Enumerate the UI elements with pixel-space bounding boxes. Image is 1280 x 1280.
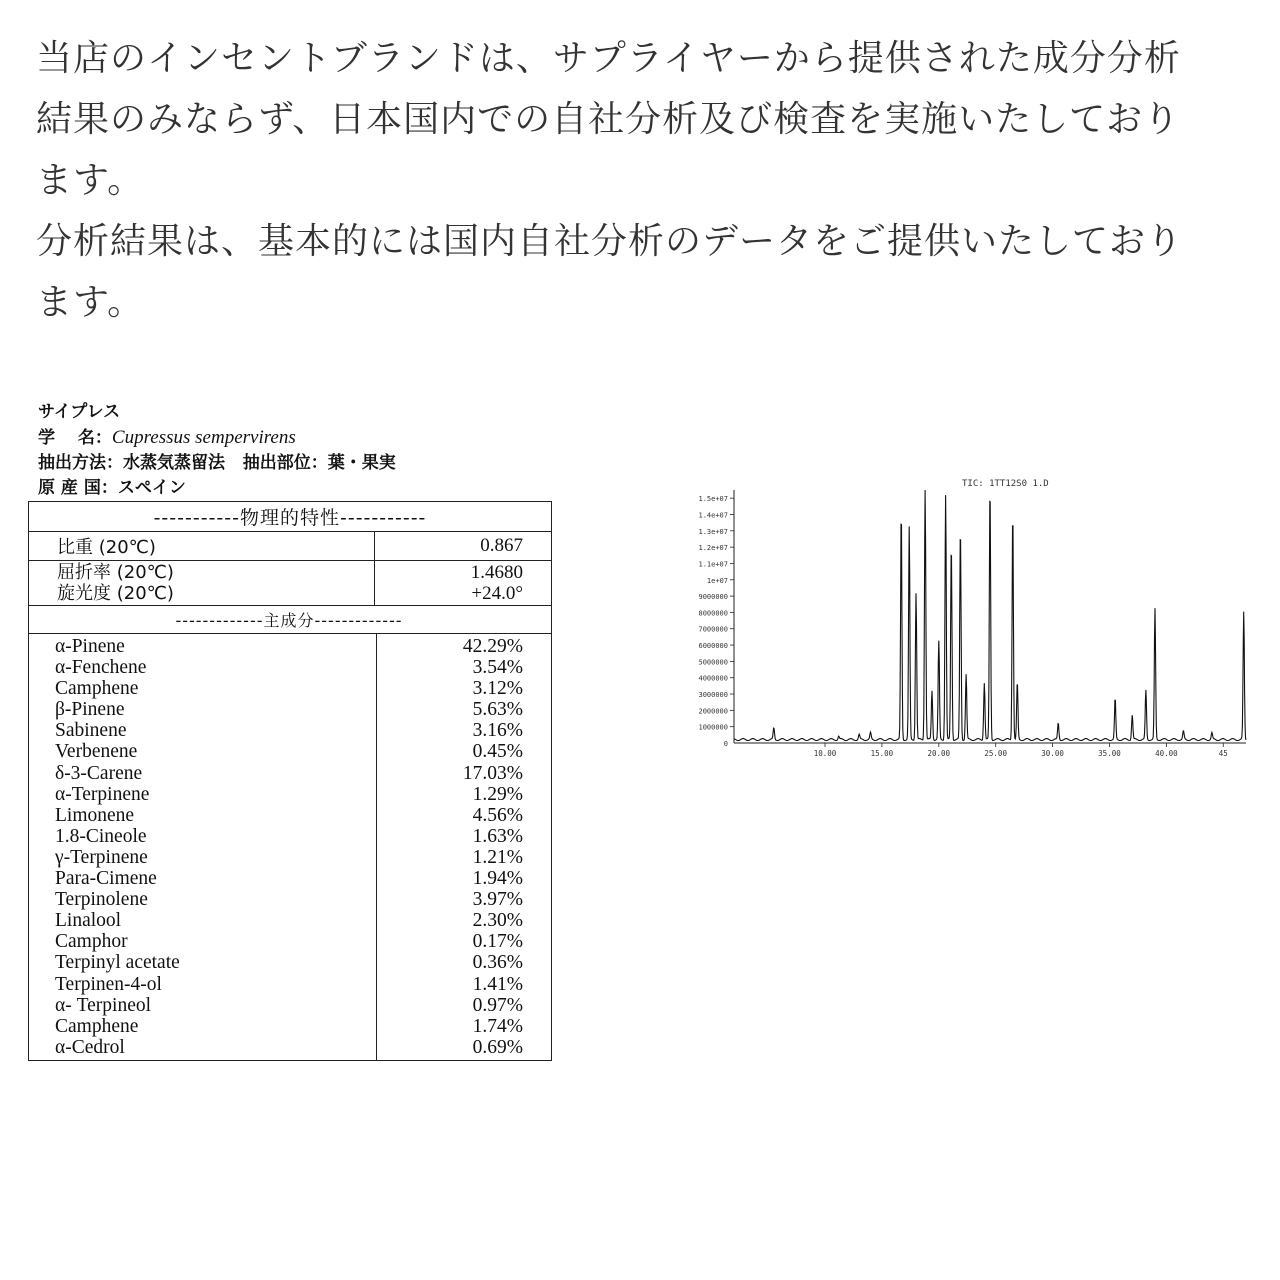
x-tick-label: 10.00 <box>813 749 837 758</box>
components-header: -------------主成分------------- <box>29 606 552 634</box>
intro-line: 結果のみならず、日本国内での自社分析及び検査を実施いたしており <box>36 99 1181 140</box>
component-name: Camphor <box>55 931 128 953</box>
component-name: 1.8-Cineole <box>55 825 147 847</box>
scientific-name: Cupressus sempervirens <box>111 427 296 448</box>
component-value: 1.63% <box>472 825 523 847</box>
chart-trace-line <box>734 490 1246 741</box>
y-tick-label: 8000000 <box>698 609 728 618</box>
physical-header: -----------物理的特性----------- <box>29 502 552 532</box>
x-tick-label: 15.00 <box>870 749 894 758</box>
component-value: 3.97% <box>472 889 523 911</box>
component-name: Terpinen-4-ol <box>55 973 162 995</box>
physical-label: 比重 (20℃) <box>29 532 375 561</box>
component-name: Sabinene <box>55 720 127 742</box>
x-tick-label: 40.00 <box>1155 749 1178 758</box>
physical-label: 屈折率 (20℃) <box>57 562 174 583</box>
physical-properties-table <box>28 501 552 606</box>
physical-value: 1.4680 <box>470 562 523 583</box>
y-tick-label: 4000000 <box>698 674 728 683</box>
component-value: 0.36% <box>472 952 523 974</box>
component-name: Linalool <box>55 910 122 932</box>
component-name: γ-Terpinene <box>55 846 148 868</box>
component-name: Para-Cimene <box>55 868 157 890</box>
origin-label: 原 産 国： <box>38 478 118 498</box>
y-tick-label: 1.2e+07 <box>698 544 728 553</box>
component-value: 17.03% <box>462 762 523 784</box>
y-tick-label: 3000000 <box>698 691 728 700</box>
y-tick-label: 5000000 <box>698 658 728 667</box>
scientific-name-row <box>38 425 552 451</box>
component-name: Verbenene <box>55 741 138 763</box>
extraction-part: 葉・果実 <box>327 453 396 473</box>
component-value: 1.21% <box>472 846 523 868</box>
intro-line: ます。 <box>36 160 145 201</box>
y-tick-label: 1.5e+07 <box>698 495 728 504</box>
intro-line: ます。 <box>36 282 145 323</box>
component-name: Terpinyl acetate <box>55 952 180 974</box>
component-value: 2.30% <box>472 910 523 932</box>
y-tick-label: 1000000 <box>698 723 728 732</box>
components-table <box>28 606 552 1061</box>
component-values <box>377 634 552 1061</box>
component-name: α-Cedrol <box>55 1036 125 1058</box>
x-tick-label: 45 <box>1218 749 1228 758</box>
chart-ticks <box>698 495 1227 758</box>
component-name: α-Terpinene <box>55 783 150 805</box>
origin: スペイン <box>117 478 186 498</box>
component-value: 42.29% <box>462 636 523 657</box>
component-value: 3.54% <box>472 657 523 679</box>
extraction-method: 水蒸気蒸留法 <box>123 453 225 473</box>
component-value: 0.45% <box>472 741 523 763</box>
component-name: δ-3-Carene <box>55 762 143 784</box>
physical-value: 0.867 <box>375 532 552 561</box>
chromatogram-chart <box>662 470 1268 770</box>
y-tick-label: 1.1e+07 <box>698 560 728 569</box>
intro-line: 分析結果は、基本的には国内自社分析のデータをご提供いたしており <box>36 221 1184 262</box>
extraction-method-label: 抽出方法： <box>38 453 123 473</box>
chart-title: TIC: 1TT12S0 1.D <box>962 479 1049 489</box>
physical-label: 旋光度 (20℃) <box>57 583 174 604</box>
component-value: 1.74% <box>472 1015 523 1037</box>
physical-value-cell <box>375 561 552 606</box>
component-name: β-Pinene <box>55 699 125 721</box>
component-value: 3.12% <box>472 678 523 700</box>
x-tick-label: 35.00 <box>1098 749 1121 758</box>
physical-label-cell <box>29 561 375 606</box>
y-tick-label: 1.3e+07 <box>698 527 728 536</box>
intro-text <box>36 28 1256 333</box>
component-value: 1.94% <box>472 868 523 890</box>
component-name: α-Fenchene <box>55 657 147 679</box>
component-value: 3.16% <box>472 720 523 742</box>
component-value: 0.17% <box>472 931 523 953</box>
spec-sheet <box>28 400 552 1061</box>
scientific-name-label: 学 名： <box>38 428 112 448</box>
component-value: 0.69% <box>472 1036 523 1058</box>
component-name: Terpinolene <box>55 889 148 911</box>
x-tick-label: 20.00 <box>927 749 951 758</box>
physical-value: +24.0° <box>471 583 523 604</box>
component-name: α-Pinene <box>55 636 125 657</box>
component-value: 4.56% <box>472 804 523 826</box>
component-value: 5.63% <box>472 699 523 721</box>
product-name: サイプレス <box>38 402 121 422</box>
extraction-row <box>38 451 552 476</box>
extraction-part-label: 抽出部位： <box>242 453 328 473</box>
y-tick-label: 2000000 <box>698 707 728 716</box>
component-value: 1.41% <box>472 973 523 995</box>
component-names <box>29 634 377 1061</box>
component-value: 0.97% <box>472 994 523 1016</box>
y-tick-label: 9000000 <box>698 593 728 602</box>
component-name: α- Terpineol <box>55 994 152 1016</box>
y-tick-label: 6000000 <box>698 642 728 651</box>
y-tick-label: 1e+07 <box>706 576 728 585</box>
component-name: Camphene <box>55 678 139 700</box>
x-tick-label: 30.00 <box>1041 749 1064 758</box>
y-tick-label: 7000000 <box>698 625 728 634</box>
component-name: Limonene <box>55 804 135 826</box>
x-tick-label: 25.00 <box>984 749 1007 758</box>
y-tick-label: 0 <box>723 740 728 748</box>
intro-line: 当店のインセントブランドは、サプライヤーから提供された成分分析 <box>36 38 1181 79</box>
component-name: Camphene <box>55 1015 139 1037</box>
component-value: 1.29% <box>472 783 523 805</box>
y-tick-label: 1.4e+07 <box>698 511 728 520</box>
origin-row <box>38 476 552 501</box>
spec-meta <box>28 400 552 501</box>
